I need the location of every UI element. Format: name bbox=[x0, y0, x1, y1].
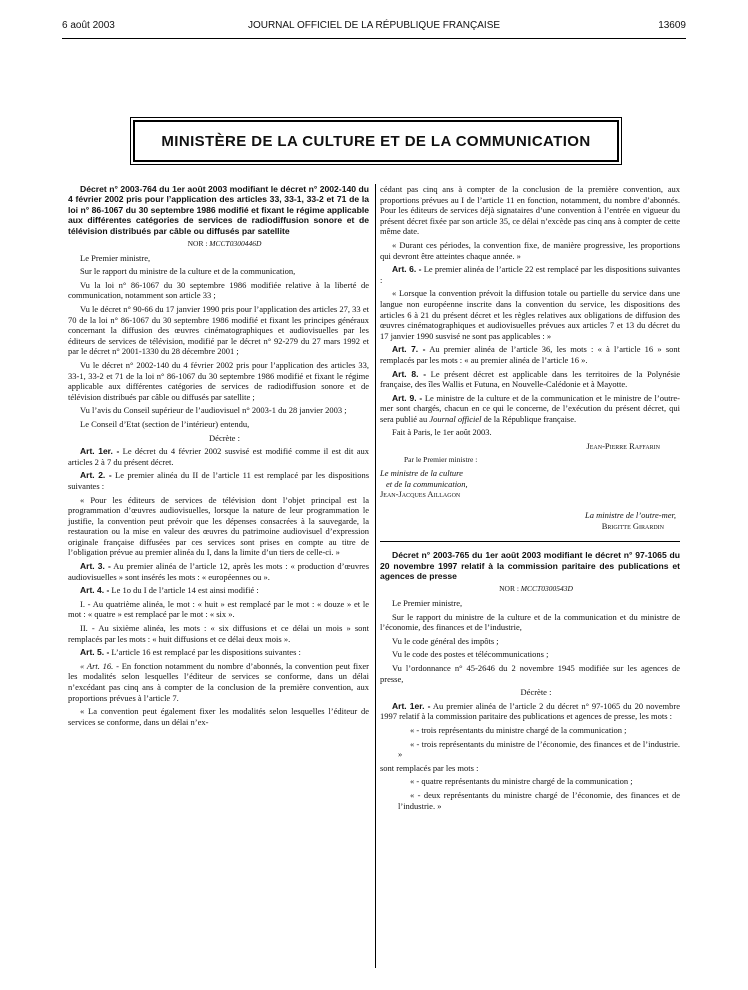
page-header bbox=[62, 16, 686, 36]
header-rule bbox=[62, 38, 686, 39]
decree1-art6: Art. 6. - Le premier alinéa de l’article 22 est remplacé par les dispositions suivantes : bbox=[380, 264, 681, 285]
decree2-vu1: Vu le code général des impôts ; bbox=[392, 635, 499, 646]
header-journal: JOURNAL OFFICIEL DE LA RÉPUBLIQUE FRANÇAISE bbox=[247, 20, 501, 31]
ministry-heading-box bbox=[133, 120, 619, 162]
decree1-vu1: Vu la loi n° 86-1067 du 30 septembre 1986 modifiée relative à la liberté de communication, notamment son article 33 ; bbox=[68, 279, 369, 301]
decree2-rapport: Sur le rapport du ministre de la culture et de la communication et du ministre de l’économie, des finances et de l’industrie, bbox=[380, 611, 680, 633]
left-column bbox=[68, 184, 369, 730]
decree1-art4: Art. 4. - Le 1o du I de l’article 14 est ainsi modifié : bbox=[80, 585, 259, 596]
decree1-art16-cont: cédant pas cinq ans à compter de la conclusion de la première convention, aux proportions prévues au I de l’article 11 en fonction, notamment, du nombre d’abonnés. Pour les éditeurs de services déjà signataires d’une convention à l’entrée en vigueur du présent décret fixée par son article 35, ce délai n’excède pas cinq ans à compter de cette même date. bbox=[380, 184, 680, 237]
minister-outremer-title: La ministre de l’outre-mer, bbox=[585, 510, 676, 521]
header-date: 6 août 2003 bbox=[62, 20, 115, 31]
decree1-title: Décret n° 2003-764 du 1er août 2003 modifiant le décret n° 2002-140 du 4 février 2002 pris pour l’application des articles 33, 33-1, 33-2 et 71 de la loi n° 86-1067 du 30 septembre 1986 modifié et fixant le régime applicable aux différentes catégories de services de radiodiffusion sonore et de télévision distribués par câble ou diffusés par satellite bbox=[68, 184, 369, 236]
decree2-nor: NOR : MCCT0300543D bbox=[499, 584, 573, 594]
par-premier-ministre: Par le Premier ministre : bbox=[404, 454, 478, 464]
decree1-art2: Art. 2. - Le premier alinéa du II de l’article 11 est remplacé par les dispositions suivantes : bbox=[68, 470, 370, 491]
minister-culture-title-b: et de la communication, bbox=[386, 478, 468, 489]
header-page-number: 13609 bbox=[658, 20, 686, 31]
decree1-vu3: Vu le décret n° 2002-140 du 4 février 2002 pris pour l’application des articles 33, 33-1, 33-2 et 71 de la loi n° 86-1067 du 30 septembre 1986 modifié et fixant le régime applicable aux différentes catégories de services de radiodiffusion sonore et de télévision distribués par câble ou diffusés par satellite ; bbox=[68, 359, 369, 402]
decree2-remplaces: sont remplacés par les mots : bbox=[380, 762, 479, 773]
decree2-decrete: Décrète : bbox=[520, 687, 552, 698]
minister-culture-title-a: Le ministre de la culture bbox=[380, 468, 463, 479]
decree1-intro: Le Premier ministre, bbox=[80, 252, 151, 263]
decree1-decrete: Décrète : bbox=[209, 432, 240, 443]
signature-raffarin: Jean-Pierre Raffarin bbox=[586, 441, 660, 452]
decree1-conseil: Le Conseil d’Etat (section de l’intérieur) entendu, bbox=[80, 418, 250, 429]
decree1-art5: Art. 5. - L’article 16 est remplacé par les dispositions suivantes : bbox=[80, 647, 301, 658]
right-column bbox=[380, 184, 680, 814]
column-divider bbox=[375, 184, 376, 968]
decree2-list-item: « - quatre représentants du ministre chargé de la communication ; bbox=[410, 776, 633, 787]
decree1-vu2: Vu le décret n° 90-66 du 17 janvier 1990 pris pour l’application des articles 27, 33 et 70 de la loi n° 86-1067 du 30 septembre 1986 modifié et fixant les principes généraux concernant la diffusion des œuvres cinématographiques et audiovisuelles par les éditeurs de services de télévision, modifié par le décret n° 92-279 du 27 mars 1992 et par le décret n° 2001-1330 du 28 décembre 2001 ; bbox=[68, 304, 369, 357]
decree1-art16-p3: « Durant ces périodes, la convention fixe, de manière progressive, les proportions qui devront être atteintes chaque année. » bbox=[380, 239, 680, 261]
decree2-vu2: Vu le code des postes et télécommunications ; bbox=[392, 649, 549, 660]
decree1-nor: NOR : MCCT0300446D bbox=[187, 239, 262, 249]
decree1-art16-p1: « Art. 16. - En fonction notamment du nombre d’abonnés, la convention peut fixer les modalités selon lesquelles l’éditeur de services se conforme, dans un délai n’excédant pas cinq ans à compter de la conclusion de la première convention, aux proportions prévues à l’article 7. bbox=[68, 660, 370, 703]
decree1-art8: Art. 8. - Le présent décret est applicable dans les territoires de la Polynésie française, des îles Wallis et Futuna, en Nouvelle-Calédonie et à Mayotte. bbox=[380, 368, 681, 390]
decree2-title: Décret n° 2003-765 du 1er août 2003 modifiant le décret n° 97-1065 du 20 novembre 1997 relatif à la commission paritaire des publications et agences de presse bbox=[380, 550, 680, 582]
decree2-list-item: « - deux représentants du ministre chargé de l’économie, des finances et de l’industrie. » bbox=[398, 789, 680, 811]
decree2-vu3: Vu l’ordonnance n° 45-2646 du 2 novembre 1945 modifiée sur les agences de presse, bbox=[380, 663, 680, 684]
decree1-art4-i: I. - Au quatrième alinéa, le mot : « huit » est remplacé par le mot : « douze » et le mot : « quatre » est remplacé par le mot : « six ». bbox=[68, 598, 369, 620]
signature-aillagon: Jean-Jacques Aillagon bbox=[380, 489, 461, 500]
signature-girardin: Brigitte Girardin bbox=[601, 520, 664, 531]
decree2-list-item: « - trois représentants du ministre de l’économie, des finances et de l’industrie. » bbox=[398, 738, 680, 760]
decree1-art16-p2: « La convention peut également fixer les modalités selon lesquelles l’éditeur de services se conforme, dans un délai n’ex- bbox=[68, 706, 369, 727]
decree1-art3: Art. 3. - Au premier alinéa de l’article 12, après les mots : « production d’œuvres audiovisuelles » sont insérés les mots : « européennes ou ». bbox=[68, 561, 370, 582]
decree1-art2-quote: « Pour les éditeurs de services de télévision dont l’objet principal est la programmation d’œuvres audiovisuelles, lorsque la nature de leur programmation le justifie, la convention peut prévoir que les dépenses consacrées à la sauvegarde, la restauration ou la mise en valeur des œuvres du patrimoine audiovisuel d’expression originale française diffusées par ces services sont prises en compte au titre de l’obligation prévue au premier alinéa du I, dans la limite d’un tiers de celle-ci. » bbox=[68, 494, 369, 558]
decree1-rapport: Sur le rapport du ministre de la culture et de la communication, bbox=[80, 266, 296, 277]
ministry-heading: MINISTÈRE DE LA CULTURE ET DE LA COMMUNICATION bbox=[161, 132, 591, 150]
decree2-art1: Art. 1er. - Au premier alinéa de l’article 2 du décret n° 97-1065 du 20 novembre 1997 relatif à la commission paritaire des publications et agences de presse, les mots : bbox=[380, 700, 680, 722]
decree2-intro: Le Premier ministre, bbox=[392, 598, 463, 609]
decree1-fait: Fait à Paris, le 1er août 2003. bbox=[392, 427, 492, 438]
decree1-art6-quote: « Lorsque la convention prévoit la diffusion totale ou partielle du service dans une langue non européenne inscrite dans la convention du service, les dispositions des articles 6 à 21 du présent décret et les règles relatives aux obligations de diffusion des œuvres cinématographiques et audiovisuelles prévues aux articles 7 et 13 du décret du 17 janvier 1990 susvisé ne sont pas applicables : » bbox=[380, 288, 680, 341]
decree1-art4-ii: II. - Au sixième alinéa, les mots : « six diffusions et ce délai un mois » sont remplacés par les mots : « huit diffusions et ce délai deux mois ». bbox=[68, 623, 369, 644]
decree2-list-item: « - trois représentants du ministre chargé de la communication ; bbox=[410, 724, 627, 735]
decree1-art9: Art. 9. - Le ministre de la culture et de la communication et le ministre de l’outre-mer sont chargés, chacun en ce qui le concerne, de l’exécution du présent décret, qui sera publié au Journal officiel de la République française. bbox=[380, 392, 681, 424]
decree1-art1: Art. 1er. - Le décret du 4 février 2002 susvisé est modifié comme il est dit aux articles 2 à 7 du présent décret. bbox=[68, 446, 369, 467]
decree1-vu4: Vu l’avis du Conseil supérieur de l’audiovisuel n° 2003-1 du 28 janvier 2003 ; bbox=[80, 405, 347, 416]
decree-separator bbox=[380, 541, 680, 542]
decree1-art7: Art. 7. - Au premier alinéa de l’article 36, les mots : « à l’article 16 » sont remplacés par les mots : « au premier alinéa de l’article 16 ». bbox=[380, 344, 681, 365]
